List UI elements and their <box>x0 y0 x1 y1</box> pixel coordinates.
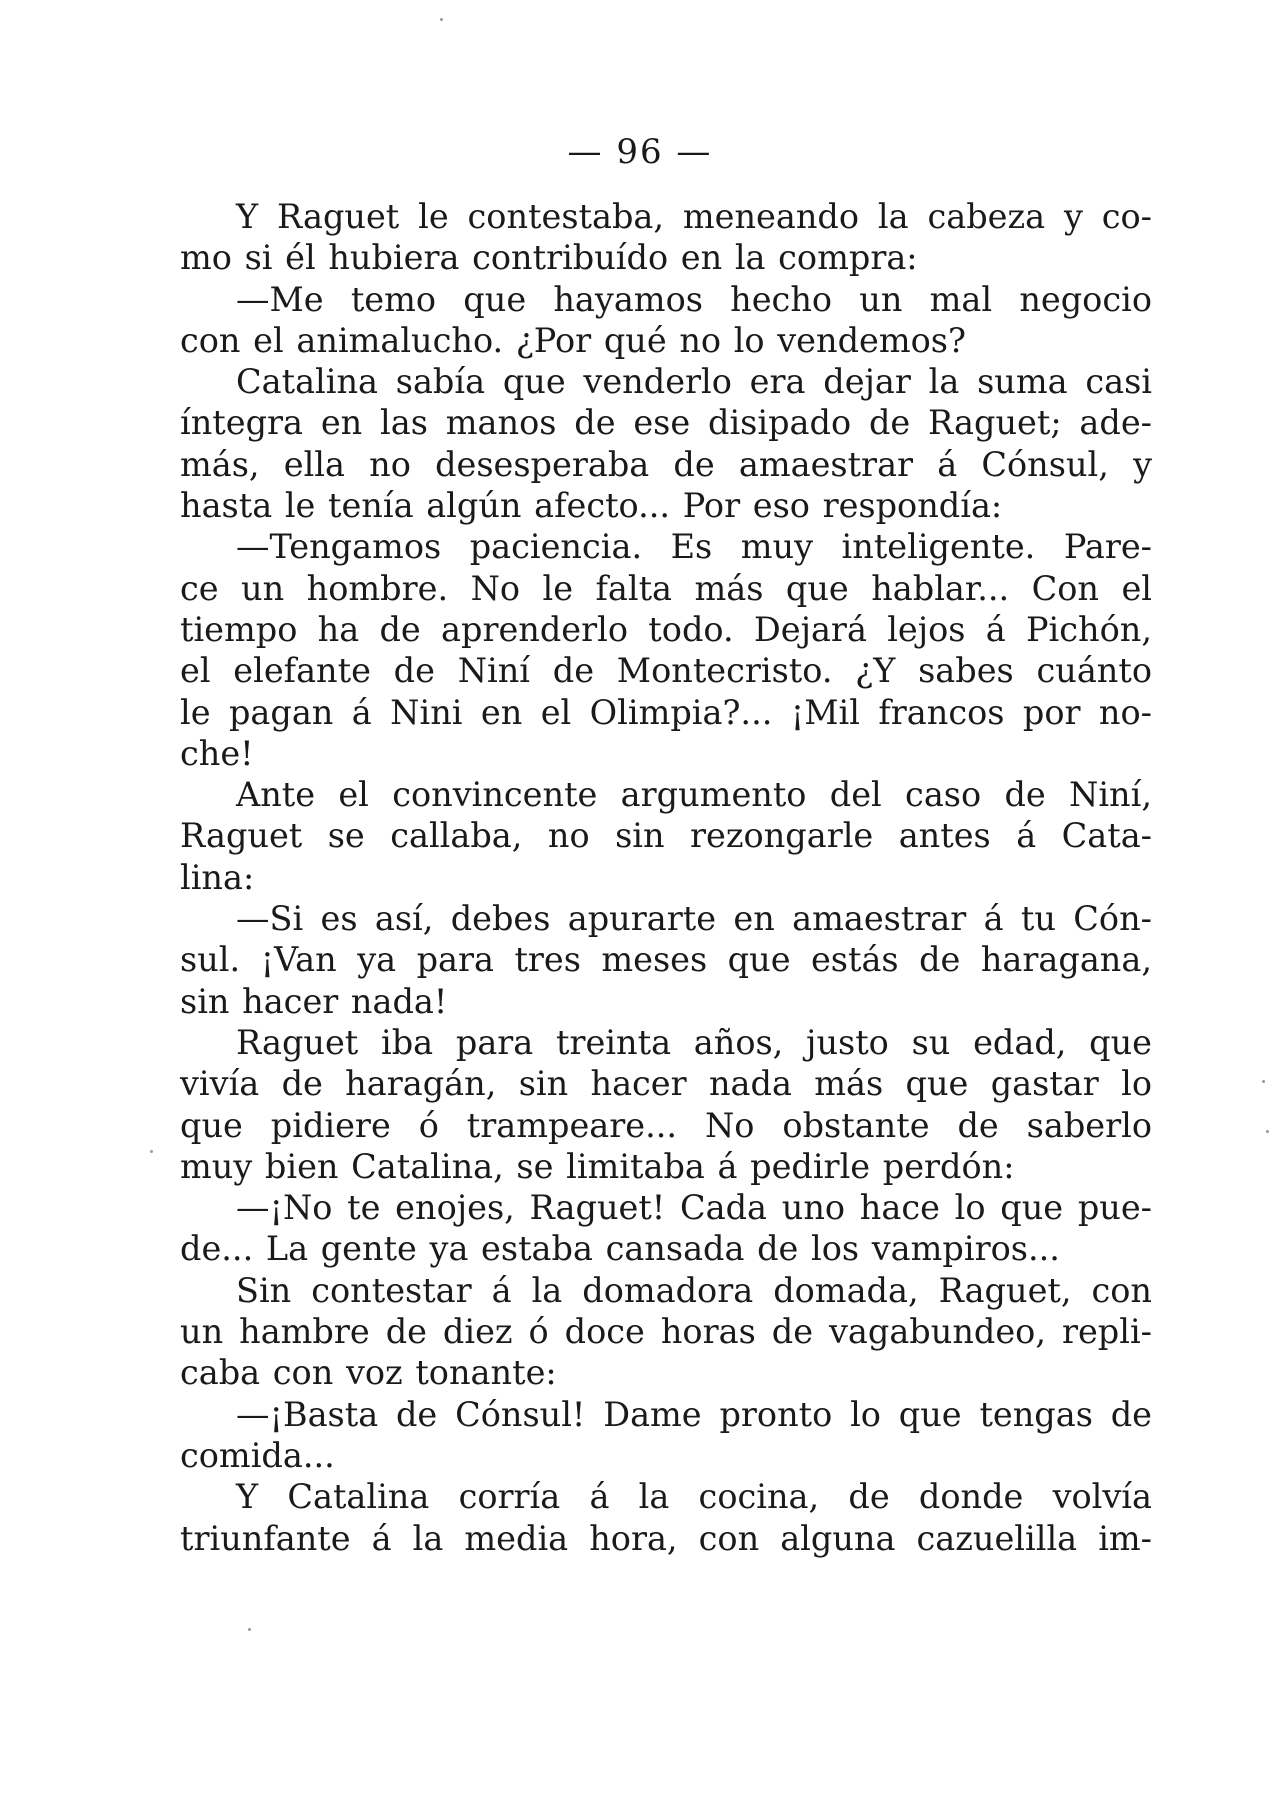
text-line: Catalina sabía que venderlo era dejar la suma casi <box>236 362 1152 402</box>
text-line: más, ella no desesperaba de amaestrar á Cónsul, y <box>180 444 1152 484</box>
text-line: —¡No te enojes, Raguet! Cada uno hace lo que pue- <box>236 1188 1152 1228</box>
text-line: caba con voz tonante: <box>180 1353 557 1393</box>
text-line: comida... <box>180 1435 335 1475</box>
text-line: —Me temo que hayamos hecho un mal negocio <box>236 279 1152 319</box>
text-line: sul. ¡Van ya para tres meses que estás de haragana, <box>180 940 1152 980</box>
text-line: con el animalucho. ¿Por qué no lo vendemos? <box>180 320 966 360</box>
text-line: un hambre de diez ó doce horas de vagabundeo, repli- <box>180 1312 1152 1352</box>
text-line: que pidiere ó trampeare... No obstante de saberlo <box>180 1105 1152 1145</box>
scan-speck <box>1266 1130 1269 1133</box>
scan-speck <box>1262 1080 1265 1083</box>
text-line: Y Raguet le contestaba, meneando la cabeza y co- <box>236 197 1152 236</box>
text-line: triunfante á la media hora, con alguna cazuelilla im- <box>180 1518 1152 1558</box>
body-text <box>180 196 1152 1559</box>
text-line: el elefante de Niní de Montecristo. ¿Y sabes cuánto <box>180 651 1152 691</box>
text-line: ce un hombre. No le falta más que hablar... Con el <box>180 568 1152 608</box>
text-line: le pagan á Nini en el Olimpia?... ¡Mil francos por no- <box>180 692 1152 732</box>
text-line: tiempo ha de aprenderlo todo. Dejará lejos á Pichón, <box>180 609 1152 649</box>
text-line: mo si él hubiera contribuído en la compra: <box>180 238 918 278</box>
text-line: —Si es así, debes apurarte en amaestrar á tu Cón- <box>236 899 1152 939</box>
text-line: de... La gente ya estaba cansada de los vampiros... <box>180 1229 1060 1269</box>
text-line: hasta le tenía algún afecto... Por eso respondía: <box>180 486 1003 526</box>
text-line: íntegra en las manos de ese disipado de Raguet; ade- <box>180 403 1152 443</box>
text-line: che! <box>180 733 254 773</box>
text-line: lina: <box>180 857 255 897</box>
text-line: —Tengamos paciencia. Es muy inteligente. Pare- <box>236 527 1152 567</box>
text-line: Sin contestar á la domadora domada, Raguet, con <box>236 1270 1152 1310</box>
scan-speck <box>150 1150 153 1153</box>
text-line: —¡Basta de Cónsul! Dame pronto lo que tengas de <box>236 1394 1152 1434</box>
text-line: sin hacer nada! <box>180 981 448 1021</box>
scan-speck <box>248 1628 251 1631</box>
text-line: Ante el convincente argumento del caso de Niní, <box>236 775 1152 815</box>
text-line: muy bien Catalina, se limitaba á pedirle perdón: <box>180 1146 1015 1186</box>
page-number: — 96 — <box>567 132 713 172</box>
scan-speck <box>440 18 443 21</box>
text-line: vivía de haragán, sin hacer nada más que gastar lo <box>180 1064 1152 1104</box>
text-line: Raguet se callaba, no sin rezongarle antes á Cata- <box>180 816 1152 856</box>
text-line: Raguet iba para treinta años, justo su edad, que <box>236 1022 1152 1062</box>
text-line: Y Catalina corría á la cocina, de donde volvía <box>236 1477 1152 1517</box>
